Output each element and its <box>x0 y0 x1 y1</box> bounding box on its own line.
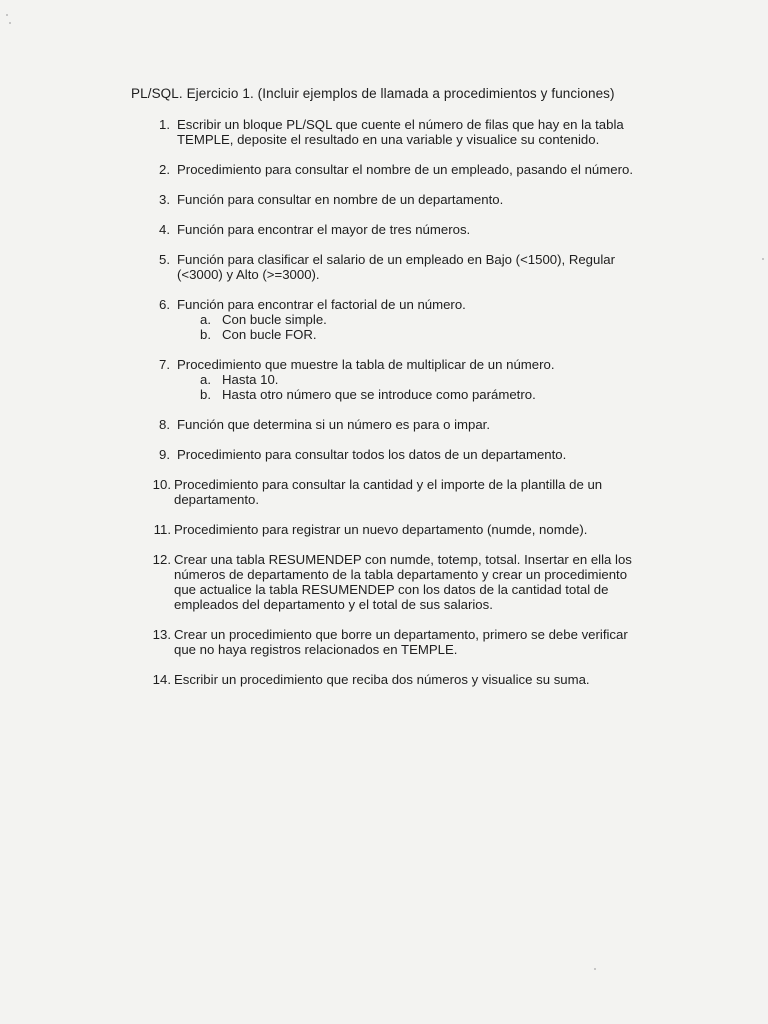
exercise-text-line: departamento. <box>174 492 260 507</box>
exercise-number: 2. <box>159 162 170 177</box>
exercise-text-line: Procedimiento para consultar la cantidad y el importe de la plantilla de un <box>174 477 603 492</box>
exercise-text-line: Función para clasificar el salario de un empleado en Bajo (<1500), Regular <box>177 252 616 267</box>
exercise-text <box>177 297 660 312</box>
exercise-text <box>174 627 660 657</box>
exercise-text <box>177 357 660 372</box>
exercise-text <box>177 417 660 432</box>
exercise-item <box>140 162 660 177</box>
exercise-number: 8. <box>159 417 170 432</box>
exercise-list <box>140 117 660 702</box>
exercise-item <box>140 252 660 282</box>
subitem-text: Con bucle simple. <box>222 312 327 327</box>
scan-speck <box>762 258 764 260</box>
exercise-text-line: que actualice la tabla RESUMENDEP con los datos de la cantidad total de <box>174 582 609 597</box>
exercise-text-line: empleados del departamento y el total de sus salarios. <box>174 597 493 612</box>
exercise-item <box>140 222 660 237</box>
exercise-item <box>140 522 660 537</box>
subitem-text: Hasta 10. <box>222 372 279 387</box>
exercise-text-line: Procedimiento para consultar el nombre de un empleado, pasando el número. <box>177 162 633 177</box>
exercise-text <box>177 162 660 177</box>
subitem-text: Con bucle FOR. <box>222 327 317 342</box>
exercise-number: 10. <box>152 477 171 492</box>
exercise-number: 13. <box>152 627 171 642</box>
exercise-number: 5. <box>159 252 170 267</box>
exercise-text <box>174 552 660 612</box>
exercise-number: 11. <box>153 522 171 537</box>
exercise-text <box>177 192 660 207</box>
exercise-text-line: Procedimiento que muestre la tabla de multiplicar de un número. <box>177 357 555 372</box>
exercise-item <box>140 447 660 462</box>
scan-speck <box>6 14 8 16</box>
subitem-letter: a. <box>200 312 211 327</box>
exercise-text <box>174 477 660 507</box>
exercise-text-line: números de departamento de la tabla departamento y crear un procedimiento <box>174 567 628 582</box>
exercise-text-line: que no haya registros relacionados en TEMPLE. <box>174 642 458 657</box>
exercise-text-line: Crear un procedimiento que borre un departamento, primero se debe verificar <box>174 627 628 642</box>
exercise-number: 7. <box>159 357 170 372</box>
exercise-text-line: (<3000) y Alto (>=3000). <box>177 267 320 282</box>
exercise-text <box>174 672 660 687</box>
exercise-item <box>140 552 660 612</box>
exercise-item <box>140 477 660 507</box>
exercise-item <box>140 297 660 342</box>
scan-speck <box>594 968 596 970</box>
exercise-text <box>177 117 660 147</box>
exercise-item <box>140 627 660 657</box>
exercise-item <box>140 357 660 402</box>
exercise-text <box>174 522 660 537</box>
exercise-number: 14. <box>152 672 171 687</box>
exercise-number: 9. <box>159 447 170 462</box>
exercise-text-line: Función para encontrar el mayor de tres números. <box>177 222 471 237</box>
exercise-item <box>140 117 660 147</box>
exercise-text <box>177 222 660 237</box>
scan-speck <box>9 22 11 24</box>
exercise-text-line: Procedimiento para registrar un nuevo departamento (numde, nomde). <box>174 522 588 537</box>
subitem-text: Hasta otro número que se introduce como parámetro. <box>222 387 536 402</box>
exercise-text-line: Procedimiento para consultar todos los datos de un departamento. <box>177 447 567 462</box>
exercise-subitem <box>200 372 660 387</box>
subitem-letter: a. <box>200 372 211 387</box>
exercise-number: 4. <box>159 222 170 237</box>
exercise-text-line: Función para encontrar el factorial de un número. <box>177 297 466 312</box>
exercise-number: 3. <box>159 192 170 207</box>
subitem-letter: b. <box>200 327 211 342</box>
exercise-text-line: Función para consultar en nombre de un departamento. <box>177 192 504 207</box>
exercise-text-line: Función que determina si un número es para o impar. <box>177 417 491 432</box>
exercise-item <box>140 672 660 687</box>
exercise-text-line: Escribir un bloque PL/SQL que cuente el número de filas que hay en la tabla <box>177 117 624 132</box>
exercise-subitem <box>200 312 660 327</box>
subitem-letter: b. <box>200 387 211 402</box>
exercise-text-line: Escribir un procedimiento que reciba dos números y visualice su suma. <box>174 672 590 687</box>
exercise-subitem <box>200 387 660 402</box>
exercise-text <box>177 447 660 462</box>
exercise-number: 1. <box>159 117 170 132</box>
exercise-text <box>177 252 660 282</box>
exercise-subitem <box>200 327 660 342</box>
document-heading: PL/SQL. Ejercicio 1. (Incluir ejemplos de llamada a procedimientos y funciones) <box>131 86 615 101</box>
exercise-item <box>140 192 660 207</box>
exercise-number: 6. <box>159 297 170 312</box>
exercise-number: 12. <box>152 552 171 567</box>
exercise-text-line: TEMPLE, deposite el resultado en una variable y visualice su contenido. <box>177 132 600 147</box>
exercise-item <box>140 417 660 432</box>
exercise-text-line: Crear una tabla RESUMENDEP con numde, totemp, totsal. Insertar en ella los <box>174 552 632 567</box>
